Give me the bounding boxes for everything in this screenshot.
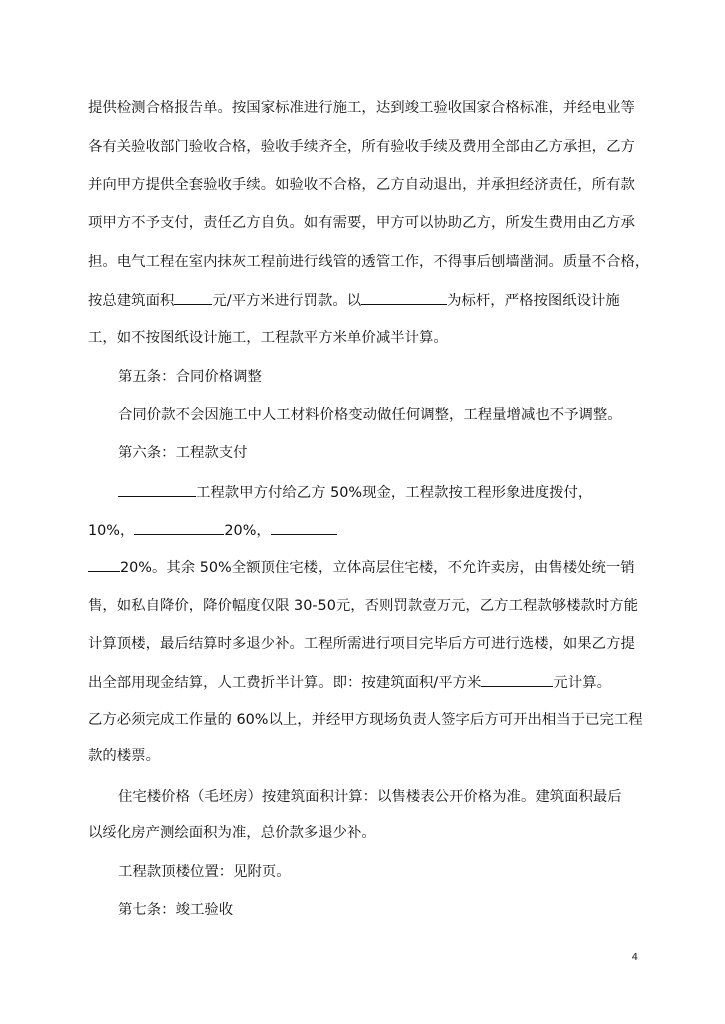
fill-in-blank xyxy=(481,672,553,687)
text-segment: 10%， xyxy=(88,523,135,539)
text-segment: 20%。其余 50%全额顶住宅楼，立体高层住宅楼，不允许卖房，由售楼处统一销 xyxy=(120,560,635,576)
article-heading: 第五条：合同价格调整 xyxy=(118,369,262,385)
article-heading: 第七条：竣工验收 xyxy=(118,902,234,918)
paragraph-line xyxy=(88,557,648,578)
paragraph-line: 并向甲方提供全套验收手续。如验收不合格，乙方自动退出，并承担经济责任，所有款 xyxy=(88,177,635,193)
paragraph-line xyxy=(118,482,678,503)
paragraph-line: 提供检测合格报告单。按国家标准进行施工，达到竣工验收国家合格标准，并经电业等 xyxy=(88,100,635,116)
text-segment: 为标杆，严格按图纸设计施 xyxy=(447,293,620,309)
paragraph-line: 担。电气工程在室内抹灰工程前进行线管的透管工作，不得事后刨墙凿洞。质量不合格， xyxy=(88,254,650,270)
fill-in-blank xyxy=(271,520,337,535)
paragraph-line: 项甲方不予支付，责任乙方自负。如有需要，甲方可以协助乙方，所发生费用由乙方承 xyxy=(88,215,635,231)
paragraph-line: 款的楼票。 xyxy=(88,748,160,764)
fill-in-blank xyxy=(118,482,196,497)
paragraph-line: 住宅楼价格（毛坯房）按建筑面积计算：以售楼表公开价格为准。建筑面积最后 xyxy=(118,789,622,805)
article-heading: 第六条：工程款支付 xyxy=(118,445,248,461)
fill-in-blank xyxy=(361,290,447,305)
fill-in-blank xyxy=(174,290,212,305)
paragraph-line: 乙方必须完成工作量的 60%以上，并经甲方现场负责人签字后方可开出相当于已完工程 xyxy=(88,712,643,728)
paragraph-line: 各有关验收部门验收合格，验收手续齐全，所有验收手续及费用全部由乙方承担，乙方 xyxy=(88,139,635,155)
paragraph-line: 以绥化房产测绘面积为准，总价款多退少补。 xyxy=(88,825,376,841)
paragraph-line: 合同价款不会因施工中人工材料价格变动做任何调整，工程量增减也不予调整。 xyxy=(118,407,622,423)
text-segment: 元计算。 xyxy=(553,675,611,691)
paragraph-line: 计算顶楼，最后结算时多退少补。工程所需进行项目完毕后方可进行选楼，如果乙方提 xyxy=(88,636,635,652)
paragraph-line: 工，如不按图纸设计施工，工程款平方米单价减半计算。 xyxy=(88,330,448,346)
paragraph-line: 售，如私自降价，降价幅度仅限 30-50元，否则罚款壹万元，乙方工程款够楼款时方能 xyxy=(88,598,639,614)
paragraph-line xyxy=(88,290,648,311)
page-number: 4 xyxy=(631,952,638,963)
paragraph-line xyxy=(88,672,648,693)
fill-in-blank xyxy=(88,557,120,572)
text-segment: 20%， xyxy=(224,523,271,539)
text-segment: 出全部用现金结算，人工费折半计算。即：按建筑面积/平方米 xyxy=(88,675,482,691)
text-segment: 工程款甲方付给乙方 50%现金，工程款按工程形象进度拨付， xyxy=(196,485,593,501)
text-segment: 元/平方米进行罚款。以 xyxy=(212,293,362,309)
text-segment: 按总建筑面积 xyxy=(88,293,175,309)
paragraph-line xyxy=(88,520,648,541)
paragraph-line: 工程款顶楼位置：见附页。 xyxy=(118,864,291,880)
fill-in-blank xyxy=(134,520,224,535)
